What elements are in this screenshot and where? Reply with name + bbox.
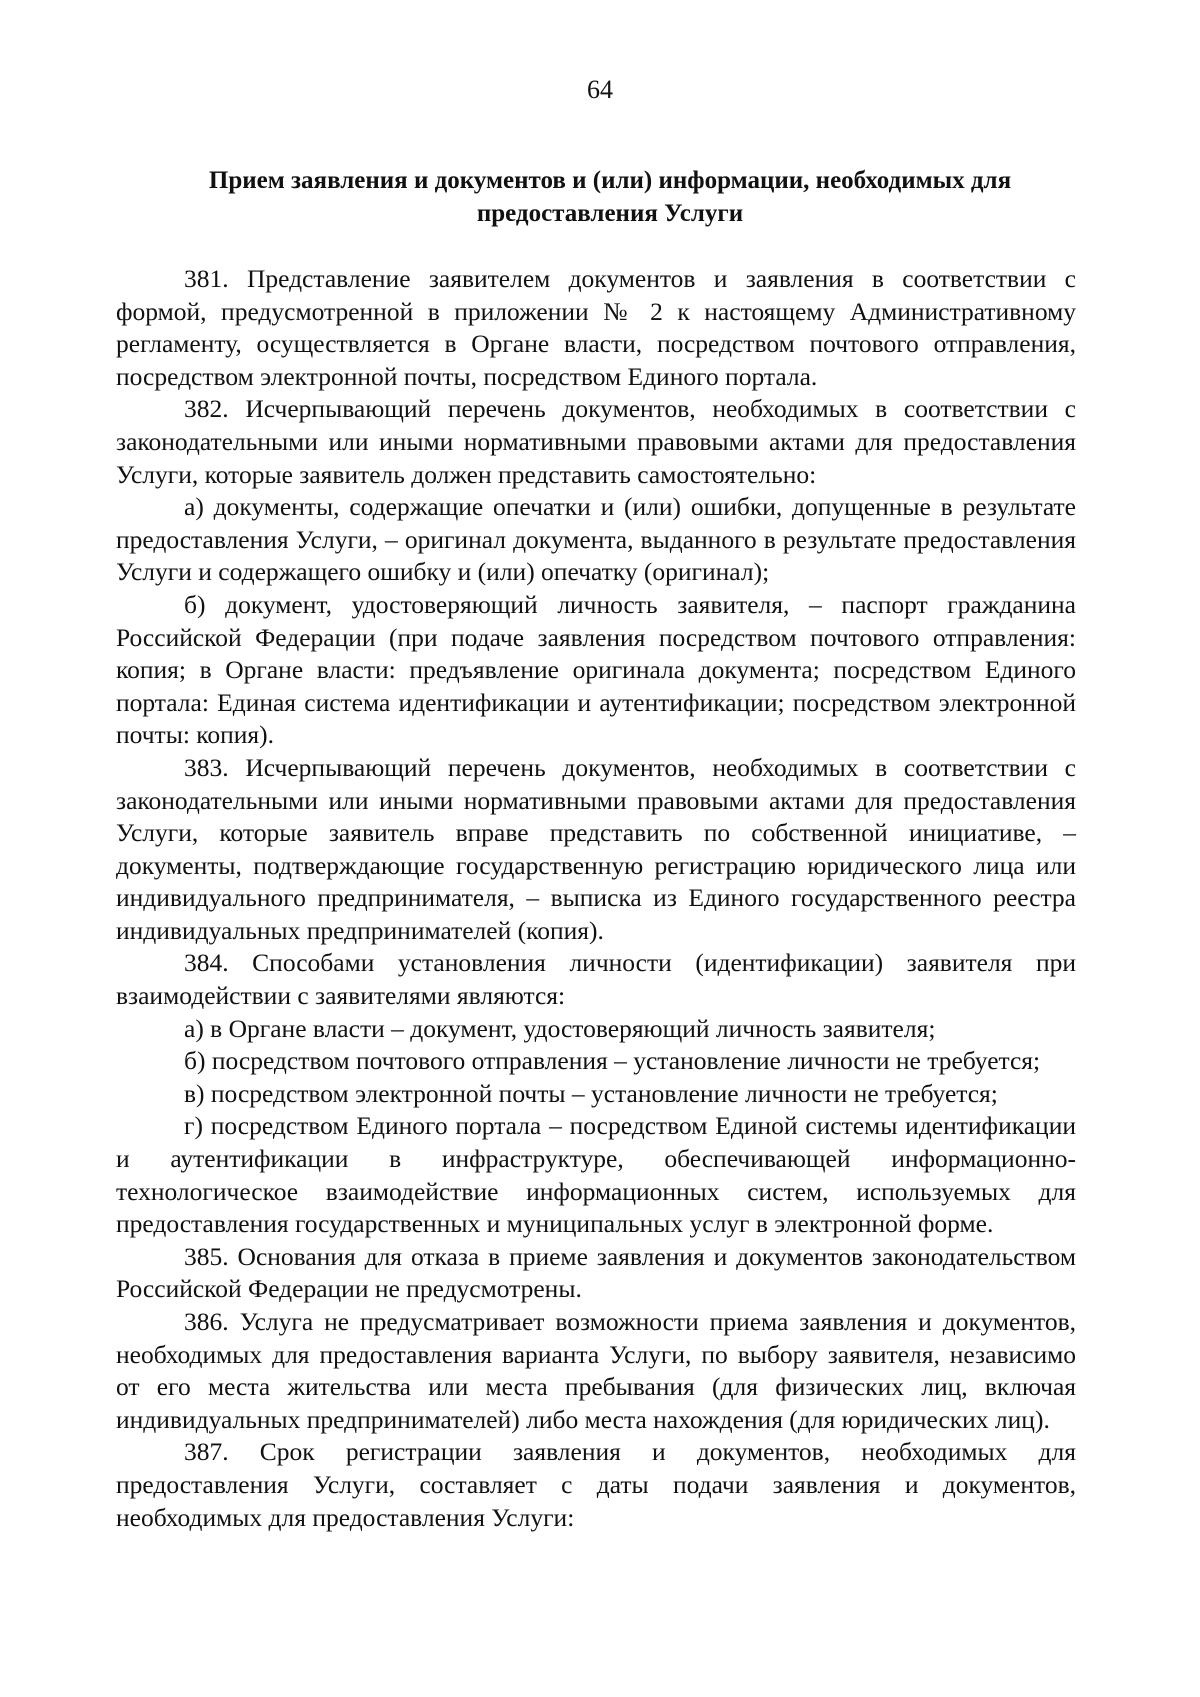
paragraph-384-item-d: г) посредством Единого портала – посредством Единой системы идентификации и аутентификации в инфраструктуре, обеспечивающей информационно-технологическое взаимодействие информационных систем, используемых для предоставления государственных и муниципальных услуг в электронной форме. xyxy=(116,1111,1076,1239)
body-text xyxy=(116,263,1076,1534)
paragraph-384-item-a: а) в Органе власти – документ, удостоверяющий личность заявителя; xyxy=(184,1013,936,1043)
paragraph-382-item-b: б) документ, удостоверяющий личность заявителя, – паспорт гражданина Российской Федерации (при подаче заявления посредством почтового отправления: копия; в Органе власти: предъявление оригинала документа; посредством Единого портала: Единая система идентификации и аутентификации; посредством электронной почты: копия). xyxy=(116,589,1076,750)
section-heading xyxy=(160,164,1060,230)
paragraph-382: 382. Исчерпывающий перечень документов, необходимых в соответствии с законодательными или иными нормативными правовыми актами для предоставления Услуги, которые заявитель должен представить самостоятельно: xyxy=(116,394,1076,489)
page-number: 64 xyxy=(587,75,613,104)
paragraph-382-item-a: а) документы, содержащие опечатки и (или) ошибки, допущенные в результате предоставления Услуги, – оригинал документа, выданного в результате предоставления Услуги и содержащего ошибку и (или) опечатку (оригинал); xyxy=(116,492,1076,587)
paragraph-383: 383. Исчерпывающий перечень документов, необходимых в соответствии с законодательными или иными нормативными правовыми актами для предоставления Услуги, которые заявитель вправе представить по собственной инициативе, – документы, подтверждающие государственную регистрацию юридического лица или индивидуального предпринимателя, – выписка из Единого государственного реестра индивидуальных предпринимателей (копия). xyxy=(116,752,1076,945)
paragraph-387: 387. Срок регистрации заявления и документов, необходимых для предоставления Услуги, составляет с даты подачи заявления и документов, необходимых для предоставления Услуги: xyxy=(116,1437,1076,1532)
section-heading-line-2: предоставления Услуги xyxy=(476,200,744,227)
section-heading-line-1: Прием заявления и документов и (или) информации, необходимых для xyxy=(208,167,1012,194)
paragraph-384-item-c: в) посредством электронной почты – установление личности не требуется; xyxy=(184,1078,998,1108)
paragraph-386: 386. Услуга не предусматривает возможности приема заявления и документов, необходимых для предоставления варианта Услуги, по выбору заявителя, независимо от его места жительства или места пребывания (для физических лиц, включая индивидуальных предпринимателей) либо места нахождения (для юридических лиц). xyxy=(116,1307,1076,1434)
paragraph-384: 384. Способами установления личности (идентификации) заявителя при взаимодействии с заявителями являются: xyxy=(116,948,1076,1011)
paragraph-381: 381. Представление заявителем документов и заявления в соответствии с формой, предусмотренной в приложении № 2 к настоящему Административному регламенту, осуществляется в Органе власти, посредством почтового отправления, посредством электронной почты, посредством Единого портала. xyxy=(116,264,1076,391)
paragraph-385: 385. Основания для отказа в приеме заявления и документов законодательством Российской Федерации не предусмотрены. xyxy=(116,1241,1076,1304)
paragraph-384-item-b: б) посредством почтового отправления – установление личности не требуется; xyxy=(184,1046,1041,1076)
